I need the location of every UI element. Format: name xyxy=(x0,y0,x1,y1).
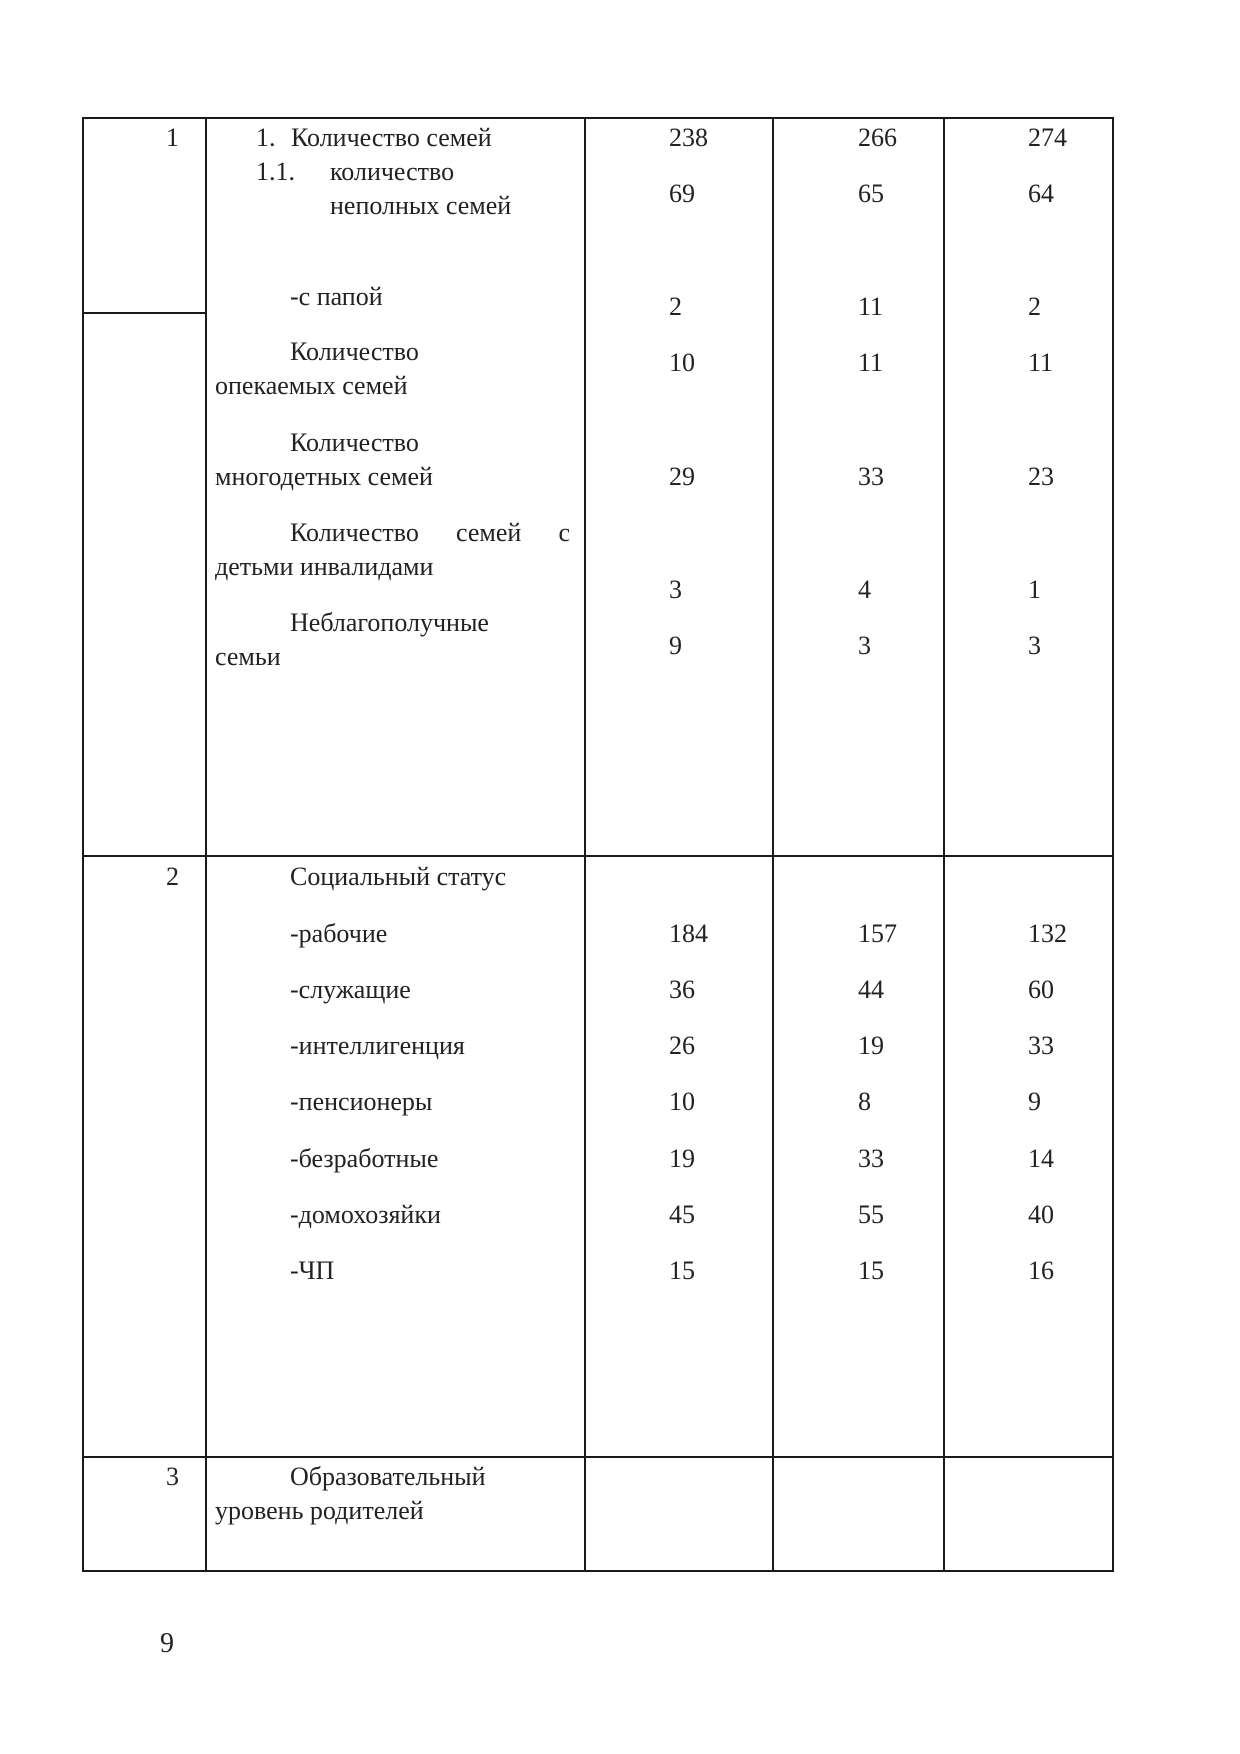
row-label: количество xyxy=(330,157,455,186)
table-cell: 10 xyxy=(669,1087,695,1116)
table-cell: 33 xyxy=(858,462,884,491)
table-cell: 33 xyxy=(1028,1031,1054,1060)
row-label: Количество xyxy=(290,428,419,457)
row-label: -домохозяйки xyxy=(290,1200,441,1229)
table-cell: 29 xyxy=(669,462,695,491)
row-title: Количество семей xyxy=(291,123,492,152)
table-cell: 55 xyxy=(858,1200,884,1229)
table-cell: 3 xyxy=(858,631,871,660)
table-cell: 184 xyxy=(669,919,708,948)
table-column-divider-2 xyxy=(584,117,586,1572)
table-border-left xyxy=(82,117,84,1572)
row-label: -безработные xyxy=(290,1144,439,1173)
table-border-bottom xyxy=(82,1570,1114,1572)
row-label: Неблагополучные xyxy=(290,608,489,637)
table-cell: 274 xyxy=(1028,123,1067,152)
table-cell: 64 xyxy=(1028,179,1054,208)
table-cell: 23 xyxy=(1028,462,1054,491)
table-cell: 33 xyxy=(858,1144,884,1173)
row-title: уровень родителей xyxy=(215,1496,424,1525)
table-cell: 65 xyxy=(858,179,884,208)
table-cell: 2 xyxy=(1028,292,1041,321)
table-cell: 4 xyxy=(858,575,871,604)
table-column-divider-4 xyxy=(943,117,945,1572)
table-cell: 9 xyxy=(1028,1087,1041,1116)
table-cell: 26 xyxy=(669,1031,695,1060)
row-title: Образовательный xyxy=(290,1462,486,1491)
table-row-divider-2 xyxy=(82,1456,1114,1458)
row-label: опекаемых семей xyxy=(215,371,408,400)
table-cell: 2 xyxy=(669,292,682,321)
table-column-divider-3 xyxy=(772,117,774,1572)
table-cell: 3 xyxy=(669,575,682,604)
item-number: 1. xyxy=(256,123,276,152)
row-label: -интеллигенция xyxy=(290,1031,465,1060)
row-number: 1 xyxy=(166,123,179,152)
table-cell: 266 xyxy=(858,123,897,152)
row-label: -с папой xyxy=(290,282,383,311)
table-cell: 3 xyxy=(1028,631,1041,660)
row-label: детьми инвалидами xyxy=(215,552,434,581)
table-column-divider-1 xyxy=(205,117,207,1572)
row-label: многодетных семей xyxy=(215,462,433,491)
row-number: 3 xyxy=(166,1462,179,1491)
table-cell: 157 xyxy=(858,919,897,948)
row-title: Социальный статус xyxy=(290,862,507,891)
table-cell: 16 xyxy=(1028,1256,1054,1285)
row-label: -пенсионеры xyxy=(290,1087,433,1116)
table-cell: 9 xyxy=(669,631,682,660)
table-cell: 10 xyxy=(669,348,695,377)
table-cell: 19 xyxy=(669,1144,695,1173)
row-label: семьи xyxy=(215,642,281,671)
row-label: Количество xyxy=(290,337,419,366)
table-cell: 11 xyxy=(858,292,884,321)
table-row-divider-1 xyxy=(82,855,1114,857)
row-label: неполных семей xyxy=(330,191,512,220)
page-number: 9 xyxy=(160,1628,174,1659)
table-cell: 15 xyxy=(858,1256,884,1285)
row-label: Количество семей с xyxy=(290,518,570,547)
table-cell: 45 xyxy=(669,1200,695,1229)
table-cell: 132 xyxy=(1028,919,1067,948)
table-cell: 238 xyxy=(669,123,708,152)
table-border-right xyxy=(1112,117,1114,1572)
table-cell: 15 xyxy=(669,1256,695,1285)
table-cell: 69 xyxy=(669,179,695,208)
table-cell: 1 xyxy=(1028,575,1041,604)
subitem-number: 1.1. xyxy=(256,157,295,186)
row-label: -ЧП xyxy=(290,1256,335,1285)
table-cell: 44 xyxy=(858,975,884,1004)
table-cell-split xyxy=(82,312,206,314)
table-cell: 14 xyxy=(1028,1144,1054,1173)
table-cell: 8 xyxy=(858,1087,871,1116)
table-border-top xyxy=(82,117,1114,119)
row-label: -рабочие xyxy=(290,919,388,948)
table-cell: 40 xyxy=(1028,1200,1054,1229)
table-cell: 11 xyxy=(1028,348,1054,377)
table-cell: 60 xyxy=(1028,975,1054,1004)
table-cell: 19 xyxy=(858,1031,884,1060)
table-cell: 36 xyxy=(669,975,695,1004)
row-number: 2 xyxy=(166,862,179,891)
row-label: -служащие xyxy=(290,975,411,1004)
table-cell: 11 xyxy=(858,348,884,377)
